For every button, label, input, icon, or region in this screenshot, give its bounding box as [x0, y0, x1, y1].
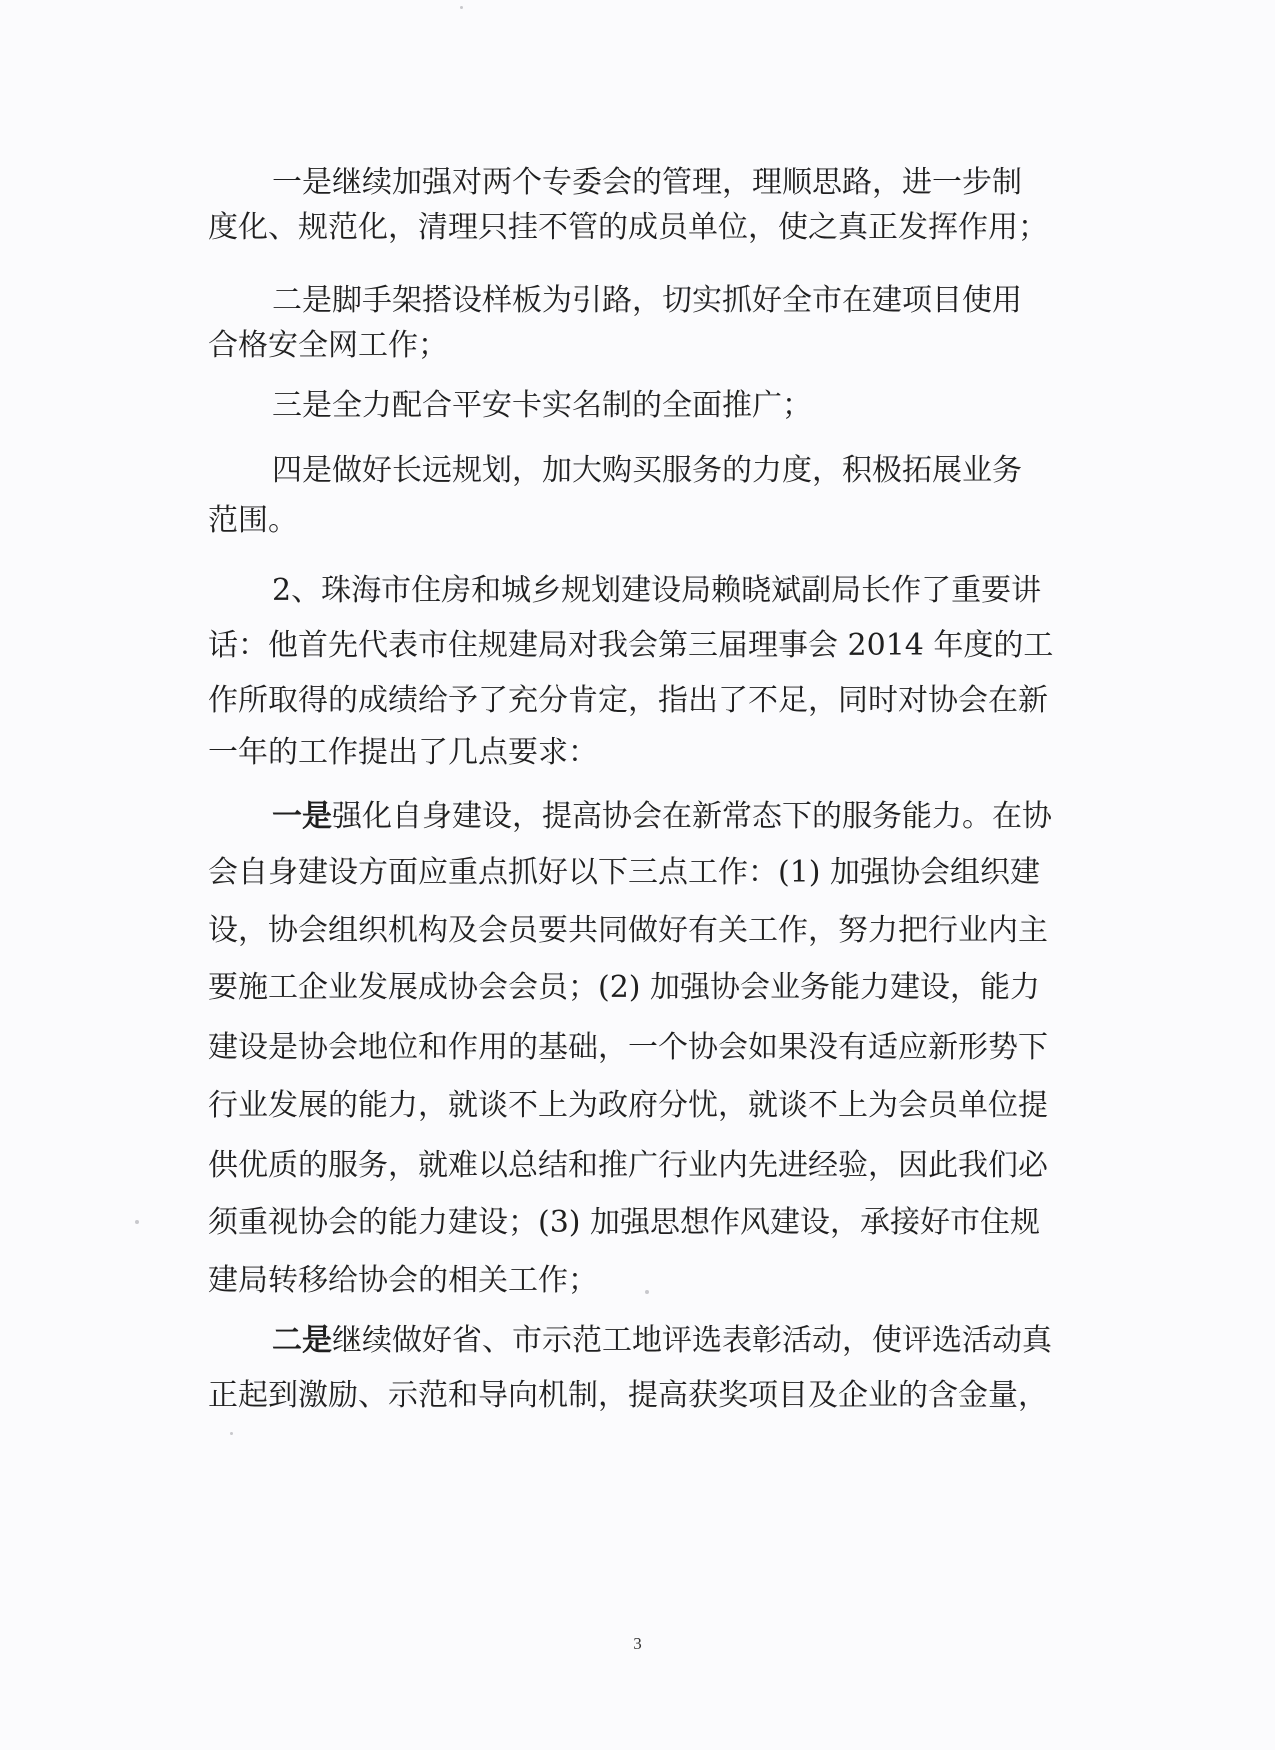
- emphasis-rest: 强化自身建设，提高协会在新常态下的服务能力。在协: [332, 799, 1052, 834]
- paragraph-line: 合格安全网工作；: [208, 328, 448, 363]
- paragraph-line-emphasis: [272, 1320, 1052, 1362]
- paragraph-line: 四是做好长远规划，加大购买服务的力度，积极拓展业务: [272, 453, 1022, 488]
- paragraph-line: 一年的工作提出了几点要求：: [208, 735, 598, 770]
- paragraph-line: 二是脚手架搭设样板为引路，切实抓好全市在建项目使用: [272, 283, 1022, 318]
- paragraph-line: 一是继续加强对两个专委会的管理，理顺思路，进一步制: [272, 165, 1022, 200]
- scan-speck: [645, 1290, 649, 1294]
- emphasis-lead: 二是: [272, 1323, 332, 1358]
- paragraph-line: 须重视协会的能力建设；(3) 加强思想作风建设，承接好市住规: [208, 1205, 1041, 1240]
- scan-speck: [460, 6, 463, 9]
- paragraph-line: 供优质的服务，就难以总结和推广行业内先进经验，因此我们必: [208, 1148, 1048, 1183]
- emphasis-lead: 一是: [272, 799, 332, 834]
- paragraph-line: 行业发展的能力，就谈不上为政府分忧，就谈不上为会员单位提: [208, 1088, 1048, 1123]
- paragraph-line: 正起到激励、示范和导向机制，提高获奖项目及企业的含金量，: [208, 1378, 1048, 1413]
- paragraph-line: 度化、规范化，清理只挂不管的成员单位，使之真正发挥作用；: [208, 210, 1048, 245]
- scan-speck: [230, 1432, 233, 1435]
- paragraph-line: 建局转移给协会的相关工作；: [208, 1263, 598, 1298]
- paragraph-line: 三是全力配合平安卡实名制的全面推广；: [272, 388, 812, 423]
- page-number: 3: [633, 1634, 642, 1653]
- paragraph-line: 2、珠海市住房和城乡规划建设局赖晓斌副局长作了重要讲: [272, 573, 1042, 608]
- emphasis-rest: 继续做好省、市示范工地评选表彰活动，使评选活动真: [332, 1323, 1052, 1358]
- paragraph-line: 话：他首先代表市住规建局对我会第三届理事会 2014 年度的工: [208, 628, 1054, 663]
- paragraph-line-emphasis: [272, 796, 1052, 838]
- paragraph-line: 要施工企业发展成协会会员；(2) 加强协会业务能力建设，能力: [208, 970, 1041, 1005]
- paragraph-line: 会自身建设方面应重点抓好以下三点工作：(1) 加强协会组织建: [208, 855, 1041, 890]
- scan-speck: [135, 1220, 139, 1224]
- paragraph-line: 建设是协会地位和作用的基础，一个协会如果没有适应新形势下: [208, 1030, 1048, 1065]
- paragraph-line: 作所取得的成绩给予了充分肯定，指出了不足，同时对协会在新: [208, 683, 1048, 718]
- paragraph-line: 设，协会组织机构及会员要共同做好有关工作，努力把行业内主: [208, 913, 1048, 948]
- paragraph-line: 范围。: [208, 503, 298, 538]
